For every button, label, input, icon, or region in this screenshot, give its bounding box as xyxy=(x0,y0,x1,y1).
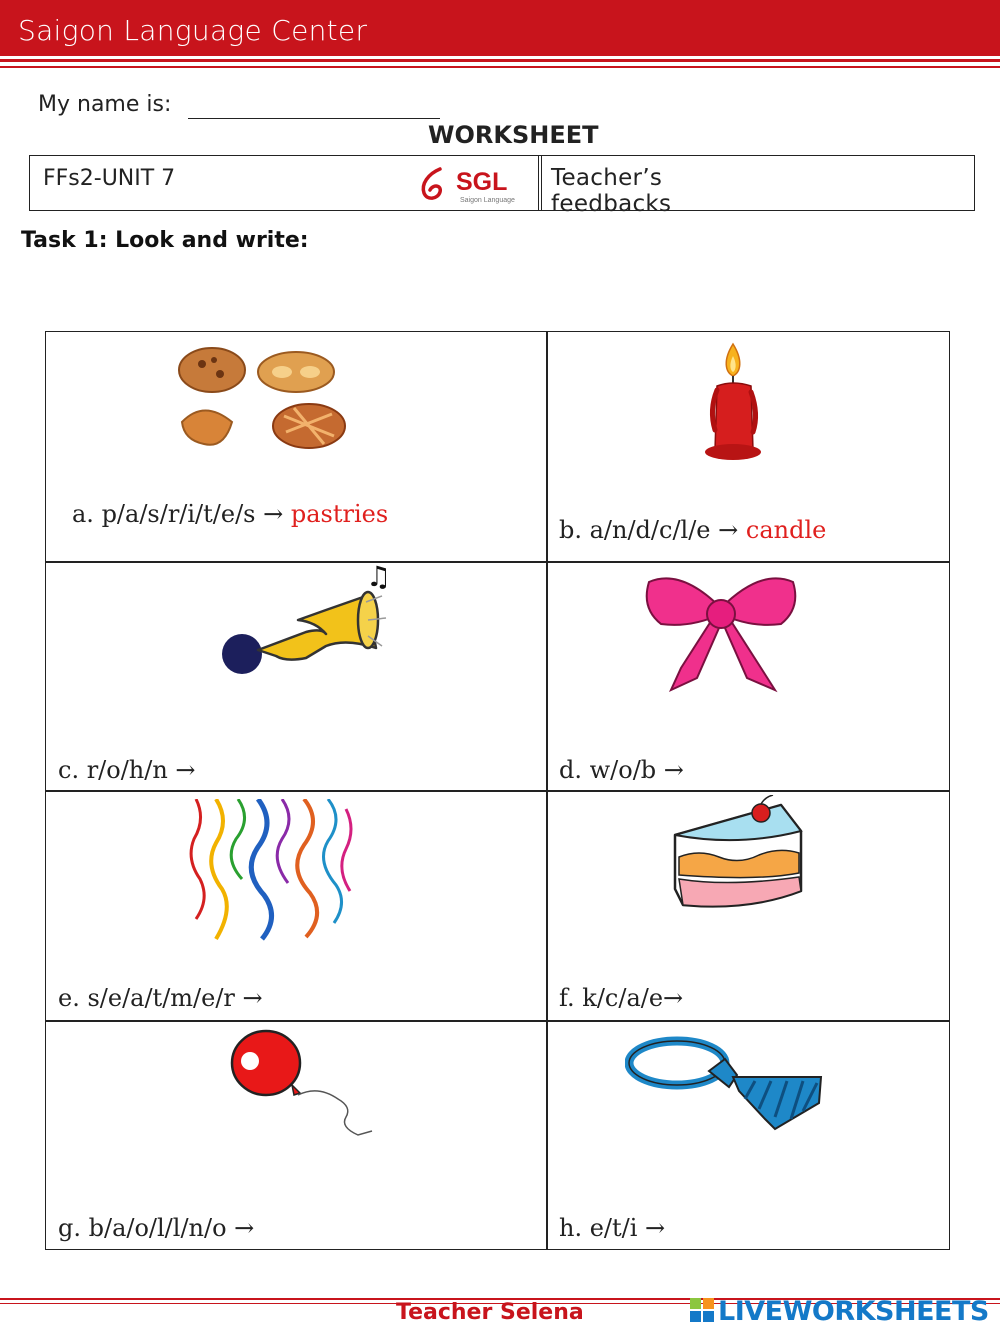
exercise-cell-f xyxy=(547,791,949,1020)
name-label: My name is: xyxy=(38,92,172,117)
caption-text: f. k/c/a/e→ xyxy=(559,984,684,1012)
caption-text: e. s/e/a/t/m/e/r → xyxy=(58,984,263,1012)
caption-text: b. a/n/d/c/l/e → xyxy=(559,516,739,544)
pastries-picture xyxy=(174,344,364,454)
worksheet-title: WORKSHEET xyxy=(428,121,599,149)
unit-code: FFs2-UNIT 7 xyxy=(43,166,176,191)
caption xyxy=(58,756,196,784)
exercise-cell-h xyxy=(547,1021,949,1250)
info-divider xyxy=(538,156,672,217)
caption xyxy=(58,1214,254,1242)
exercise-grid xyxy=(45,331,950,1250)
header-bar xyxy=(0,0,1000,56)
logo-text: SGL xyxy=(456,168,508,196)
liveworksheets-logo-icon xyxy=(690,1298,714,1322)
sgl-swoosh-icon xyxy=(418,166,452,204)
teacher-name: Teacher Selena xyxy=(396,1300,584,1325)
header-title: Saigon Language Center xyxy=(18,14,368,47)
candle-picture xyxy=(695,340,775,468)
header-divider xyxy=(0,59,1000,62)
liveworksheets-text: LIVEWORKSHEETS xyxy=(718,1296,989,1327)
balloon-picture xyxy=(228,1027,378,1137)
answer-text[interactable]: candle xyxy=(738,516,827,544)
svg-text:♫: ♫ xyxy=(366,562,392,593)
feedback-label: Teacher’s feedbacks xyxy=(551,165,672,217)
streamers-picture xyxy=(186,799,356,944)
name-input-line[interactable] xyxy=(188,118,440,119)
caption xyxy=(559,984,683,1012)
exercise-cell-c xyxy=(46,562,546,790)
exercise-cell-e xyxy=(46,791,546,1020)
sgl-logo xyxy=(418,164,518,206)
caption-text: a. p/a/s/r/i/t/e/s → xyxy=(72,500,284,528)
bow-picture xyxy=(641,568,801,698)
caption xyxy=(559,1214,665,1242)
answer-text[interactable]: pastries xyxy=(283,500,389,528)
horn-picture xyxy=(216,562,396,692)
caption-text: d. w/o/b → xyxy=(559,756,684,784)
exercise-cell-b xyxy=(547,332,949,561)
info-box xyxy=(29,155,975,217)
caption xyxy=(72,500,388,528)
logo-subtext: Saigon Language xyxy=(460,197,515,204)
caption-text: c. r/o/h/n → xyxy=(58,756,196,784)
header-divider-thin xyxy=(0,66,1000,68)
caption xyxy=(58,984,263,1012)
exercise-cell-g xyxy=(46,1021,546,1250)
caption xyxy=(559,516,826,544)
exercise-cell-a xyxy=(46,332,546,561)
tie-picture xyxy=(625,1025,825,1140)
caption xyxy=(559,756,684,784)
caption-text: h. e/t/i → xyxy=(559,1214,666,1242)
cake-picture xyxy=(669,795,809,911)
exercise-cell-d xyxy=(547,562,949,790)
task-title: Task 1: Look and write: xyxy=(21,228,309,253)
caption-text: g. b/a/o/l/l/n/o → xyxy=(58,1214,255,1242)
